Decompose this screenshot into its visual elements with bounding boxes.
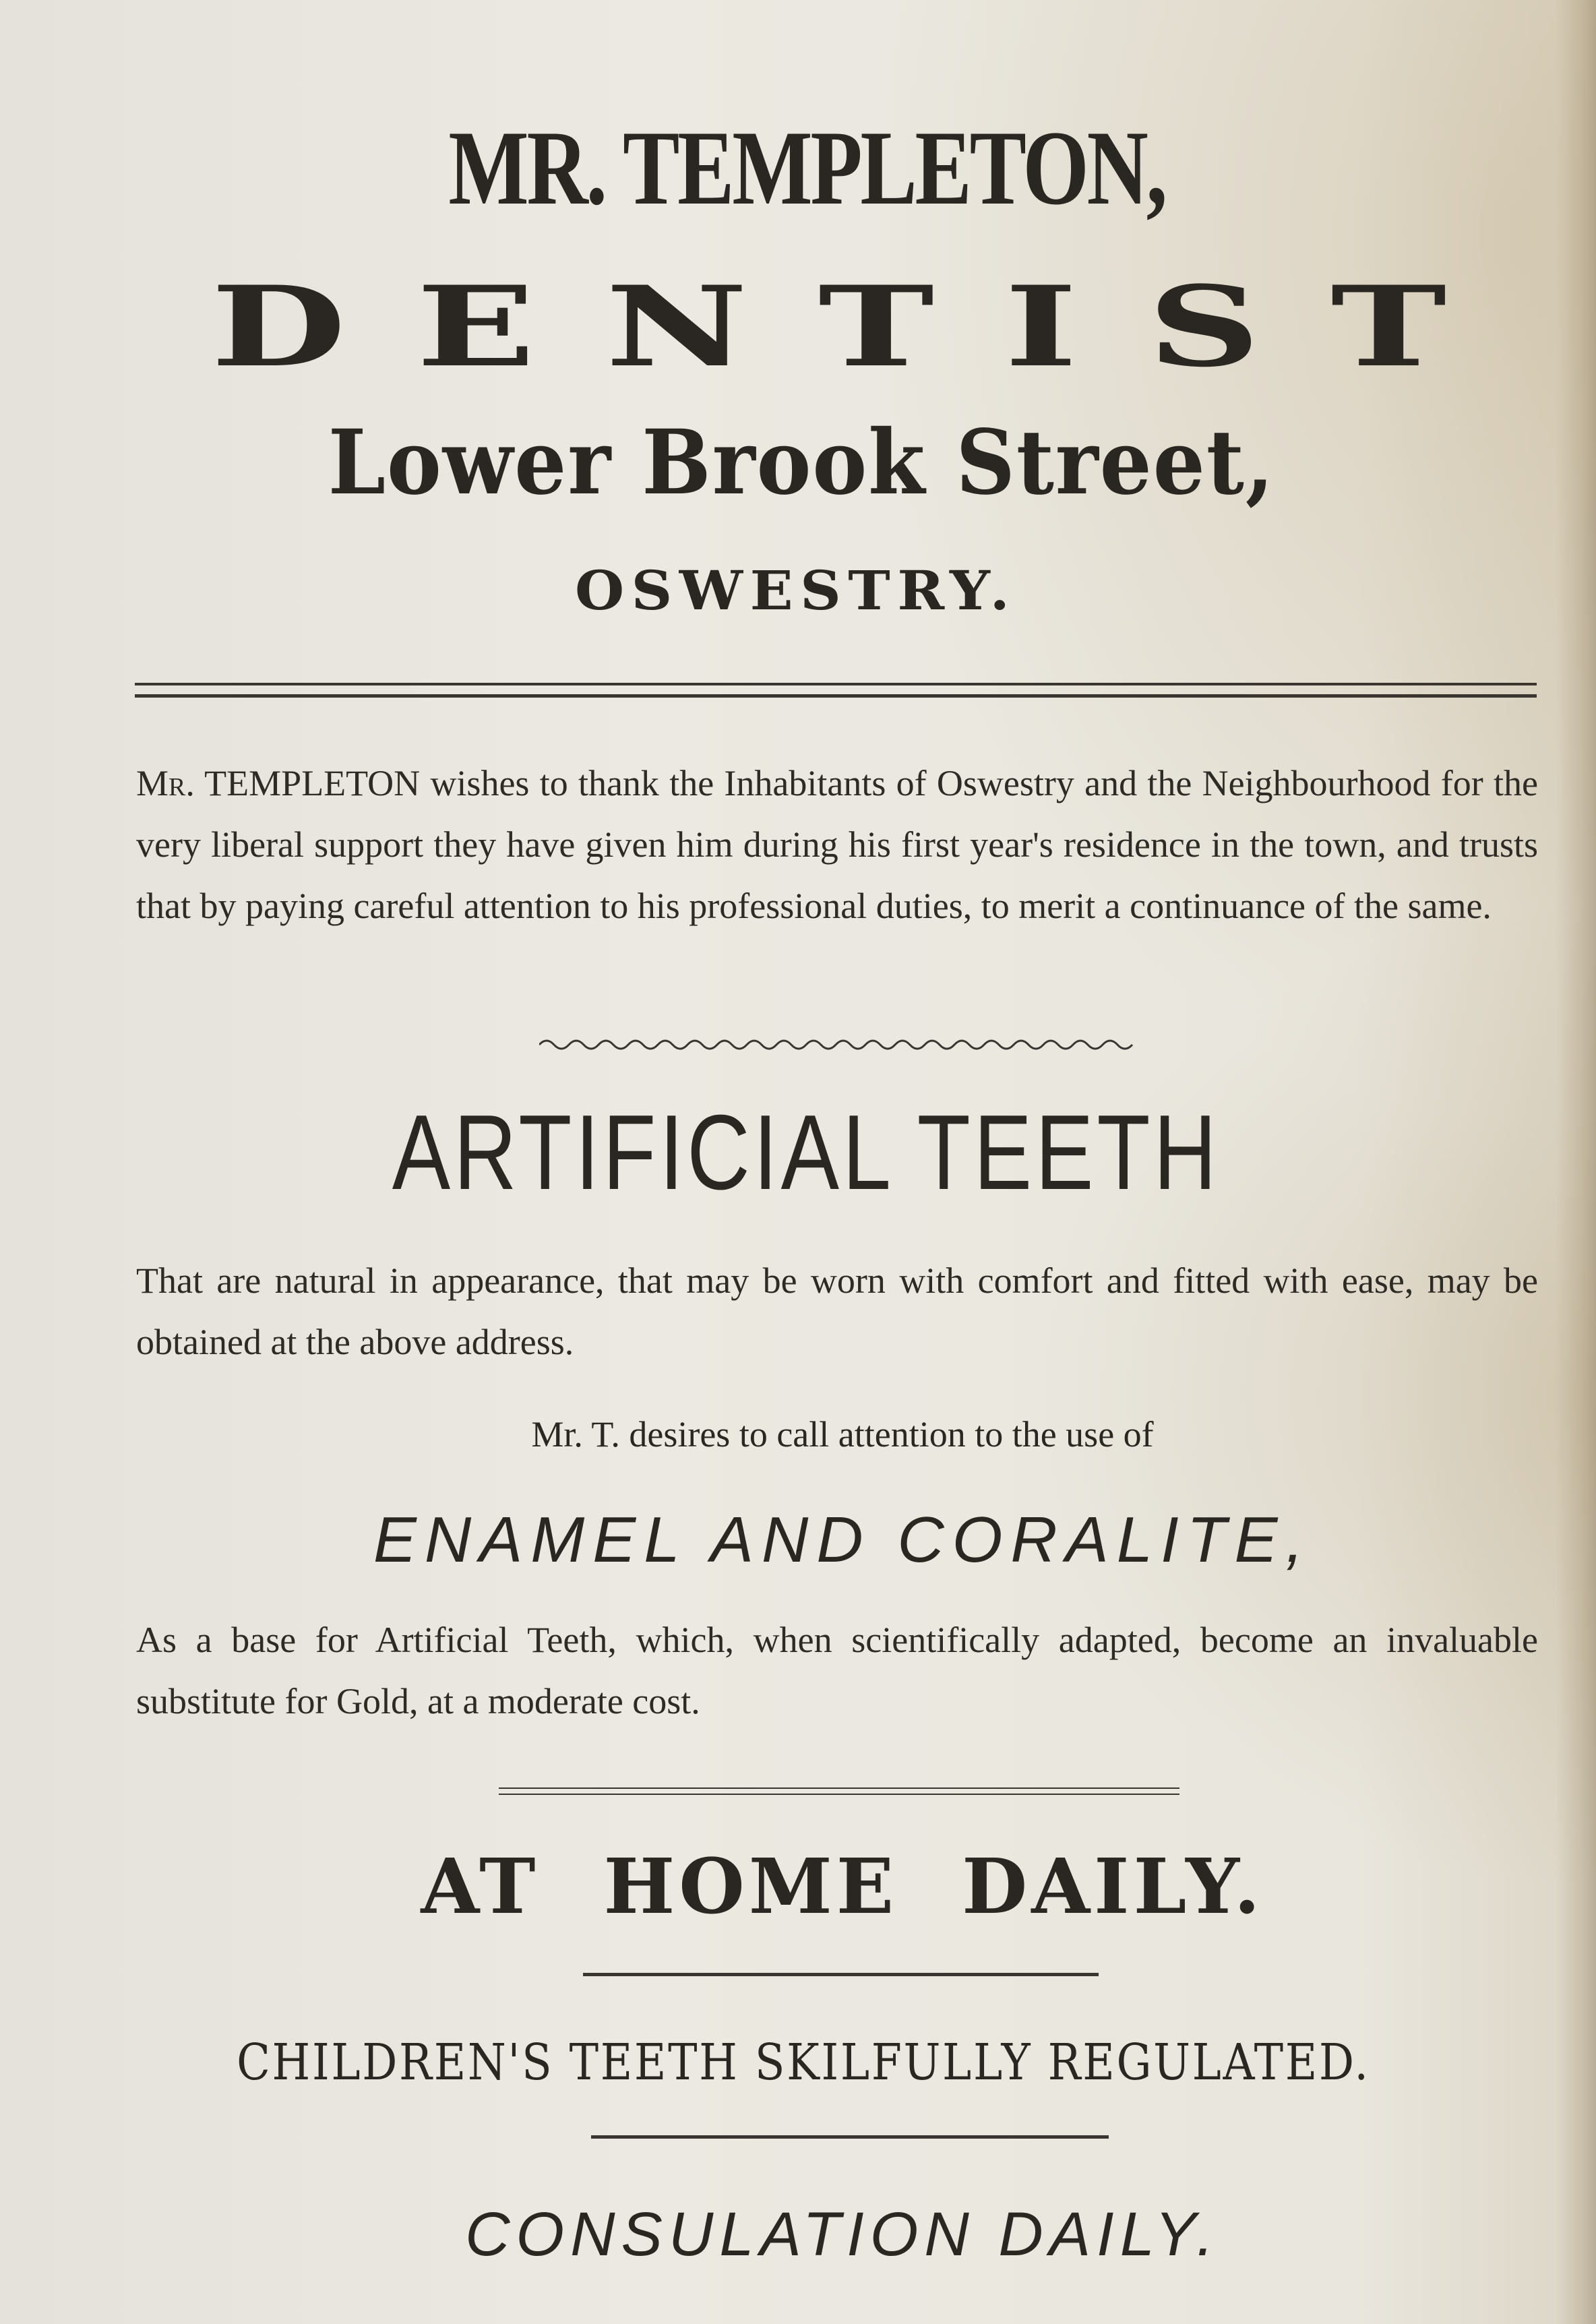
thanks-text: TEMPLETON wishes to thank the Inhabitants of Oswestry and the Neighbourhood for the very liberal support they have given him during his first year's residence in the town, and trusts that by paying careful attention to his professional duties, to merit a continuance of the same. — [136, 763, 1538, 926]
rule-mid-bottom — [499, 1794, 1179, 1795]
thanks-paragraph — [136, 753, 1538, 937]
rule-below-children — [591, 2135, 1109, 2139]
rule-mid-top — [499, 1787, 1179, 1789]
attention-line: Mr. T. desires to call attention to the use of — [531, 1414, 1154, 1455]
artificial-teeth-heading: ARTIFICIAL TEETH — [392, 1093, 1220, 1212]
consultation-line: CONSULATION DAILY. — [465, 2200, 1220, 2269]
at-home-heading: AT HOME DAILY. — [421, 1843, 1264, 1931]
profession-title: DENTIST — [211, 262, 1517, 392]
wavy-divider — [539, 1031, 1139, 1058]
thanks-lead: Mr. — [136, 763, 195, 803]
advertiser-name: MR. TEMPLETON, — [448, 109, 1166, 227]
double-rule-bottom — [135, 694, 1537, 698]
material-heading: ENAMEL AND CORALITE, — [373, 1504, 1312, 1576]
rule-above-children — [583, 1973, 1099, 1976]
teeth-paragraph: That are natural in appearance, that may be worn with comfort and fitted with ease, may be obtained at the above address. — [136, 1260, 1538, 1362]
children-line: CHILDREN'S TEETH SKILFULLY REGULATED. — [237, 2034, 1370, 2091]
street-address: Lower Brook Street, — [328, 410, 1275, 515]
material-paragraph: As a base for Artificial Teeth, which, when scientifically adapted, become an invaluable substitute for Gold, at a moderate cost. — [136, 1620, 1538, 1721]
town-name: OSWESTRY. — [574, 559, 1017, 622]
double-rule-top — [135, 683, 1537, 685]
